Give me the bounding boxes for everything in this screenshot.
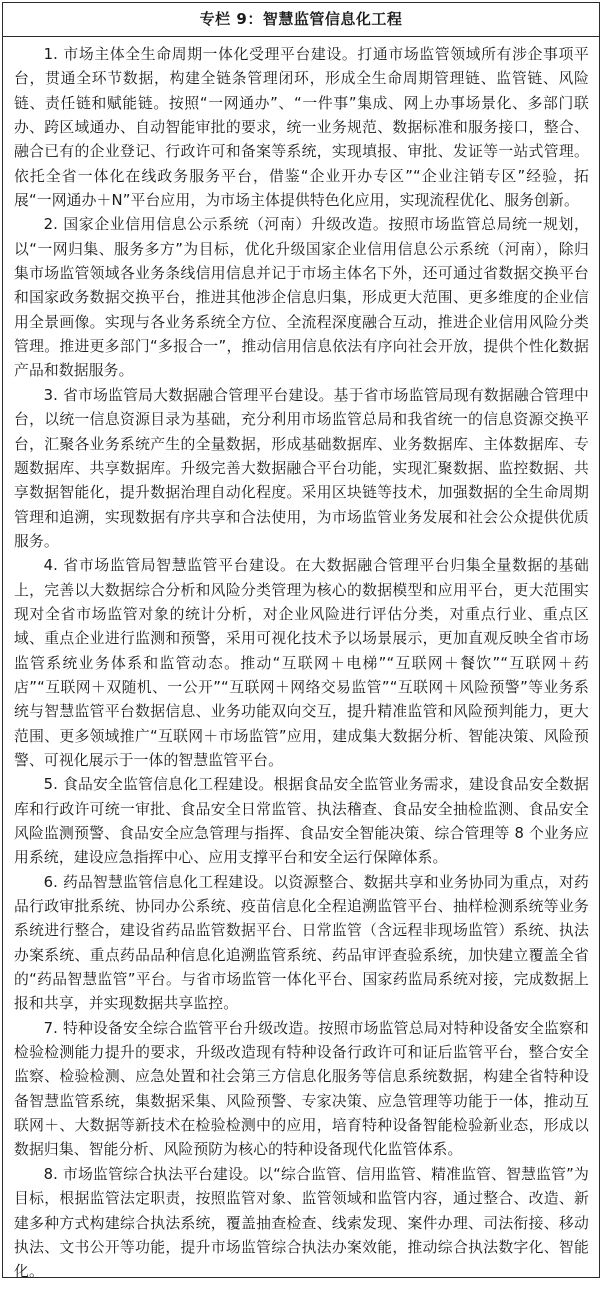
paragraph-7: 7. 特种设备安全综合监管平台升级改造。按照市场监管总局对特种设备安全监察和检验检测能力提升的要求，升级改造现有特种设备行政许可和证后监管平台，整合安全监察、检验检测、应急处置和社会第三方信息化服务等信息系统数据，构建全省特种设备智慧监管系统，集数据采集、风险预警、专家决策、应急管理等功能于一体，推动互联网＋、大数据等新技术在检验检测中的应用，培育特种设备智能检验新业态，形成以数据归集、智能分析、风险预防为核心的特种设备现代化监管体系。 [14, 1019, 589, 1159]
paragraph-2: 2. 国家企业信用信息公示系统（河南）升级改造。按照市场监管总局统一规划，以“一网归集、服务多方”为目标，优化升级国家企业信用信息公示系统（河南），除归集市场监管领域各业务条线信用信息并记于市场主体名下外，还可通过省数据交换平台和国家政务数据交换平台，推进其他涉企信息归集，形成更大范围、更多维度的企业信用全景画像。实现与各业务系统全方位、全流程深度融合互动，推进企业信用风险分类管理。推进更多部门“多报合一”，推动信用信息依法有序向社会开放，提供个性化数据产品和数据服务。 [14, 216, 589, 380]
sidebar-box [2, 2, 600, 1281]
paragraph-4: 4. 省市场监管局智慧监管平台建设。在大数据融合管理平台归集全量数据的基础上，完善以大数据综合分析和风险分类管理为核心的数据模型和应用平台，更大范围实现对全省市场监管对象的统计分析，对企业风险进行评估分类，对重点行业、重点区域、重点企业进行监测和预警，采用可视化技术予以场景展示，更加直观反映全省市场监管系统业务体系和监管动态。推动“互联网＋电梯”“互联网＋餐饮”“互联网＋药店”“互联网＋双随机、一公开”“互联网＋网络交易监管”“互联网＋风险预警”等业务系统与智慧监管平台数据信息、业务功能双向交互，提升精准监管和风险预判能力，更大范围、更多领域推广“互联网＋市场监管”应用，建成集大数据分析、智能决策、风险预警、可视化展示于一体的智慧监管平台。 [14, 557, 589, 769]
paragraph-3: 3. 省市场监管局大数据融合管理平台建设。基于省市场监管局现有数据融合管理中台，以统一信息资源目录为基础，充分利用市场监管总局和我省统一的信息资源交换平台，汇聚各业务系统产生的全量数据，形成基础数据库、业务数据库、主体数据库、专题数据库、共享数据库。升级完善大数据融合平台功能，实现汇聚数据、监控数据、共享数据智能化，提升数据治理自动化程度。采用区块链等技术，加强数据的全生命周期管理和追溯，实现数据有序共享和合法使用，为市场监管业务发展和社会公众提供优质服务。 [14, 386, 589, 550]
paragraph-5: 5. 食品安全监管信息化工程建设。根据食品安全监管业务需求，建设食品安全数据库和行政许可统一审批、食品安全日常监管、执法稽查、食品安全抽检监测、食品安全风险监测预警、食品安全应急管理与指挥、食品安全智能决策、综合管理等 8 个业务应用系统，建设应急指挥中心、应用支撑平台和安全运行保障体系。 [14, 776, 589, 867]
paragraph-6: 6. 药品智慧监管信息化工程建设。以资源整合、数据共享和业务协同为重点，对药品行政审批系统、协同办公系统、疫苗信息化全程追溯监管平台、抽样检测系统等业务系统进行整合，建设省药品监管数据平台、日常监管（含远程非现场监管）系统、执法办案系统、重点药品品种信息化追溯监管系统、药品审评查验系统，加快建立覆盖全省的“药品智慧监管”平台。与省市场监管一体化平台、国家药监局系统对接，完成数据上报和共享，并实现数据共享监控。 [14, 873, 589, 1013]
box-body [3, 37, 599, 1285]
box-title: 专栏 9：智慧监管信息化工程 [3, 3, 599, 37]
paragraph-8: 8. 市场监管综合执法平台建设。以“综合监管、信用监管、精准监管、智慧监管”为目标，根据监管法定职责，按照监管对象、监管领域和监管内容，通过整合、改造、新建多种方式构建综合执法系统，覆盖抽查检查、线索发现、案件办理、司法衔接、移动执法、文书公开等功能，提升市场监管综合执法办案效能，推动综合执法数字化、智能化。 [14, 1165, 589, 1281]
paragraph-1: 1. 市场主体全生命周期一体化受理平台建设。打通市场监管领域所有涉企事项平台，贯通全环节数据，构建全链条管理闭环，形成全生命周期管理链、监管链、风险链、责任链和赋能链。按照“一网通办”、“一件事”集成、网上办事场景化、多部门联办、跨区域通办、自动智能审批的要求，统一业务规范、数据标准和服务接口，整合、融合已有的企业登记、行政许可和备案等系统，实现填报、审批、发证等一站式管理。依托全省一体化在线政务服务平台，借鉴“企业开办专区”“企业注销专区”经验，拓展“一网通办＋N”平台应用，为市场主体提供特色化应用，实现流程优化、服务创新。 [14, 46, 589, 210]
